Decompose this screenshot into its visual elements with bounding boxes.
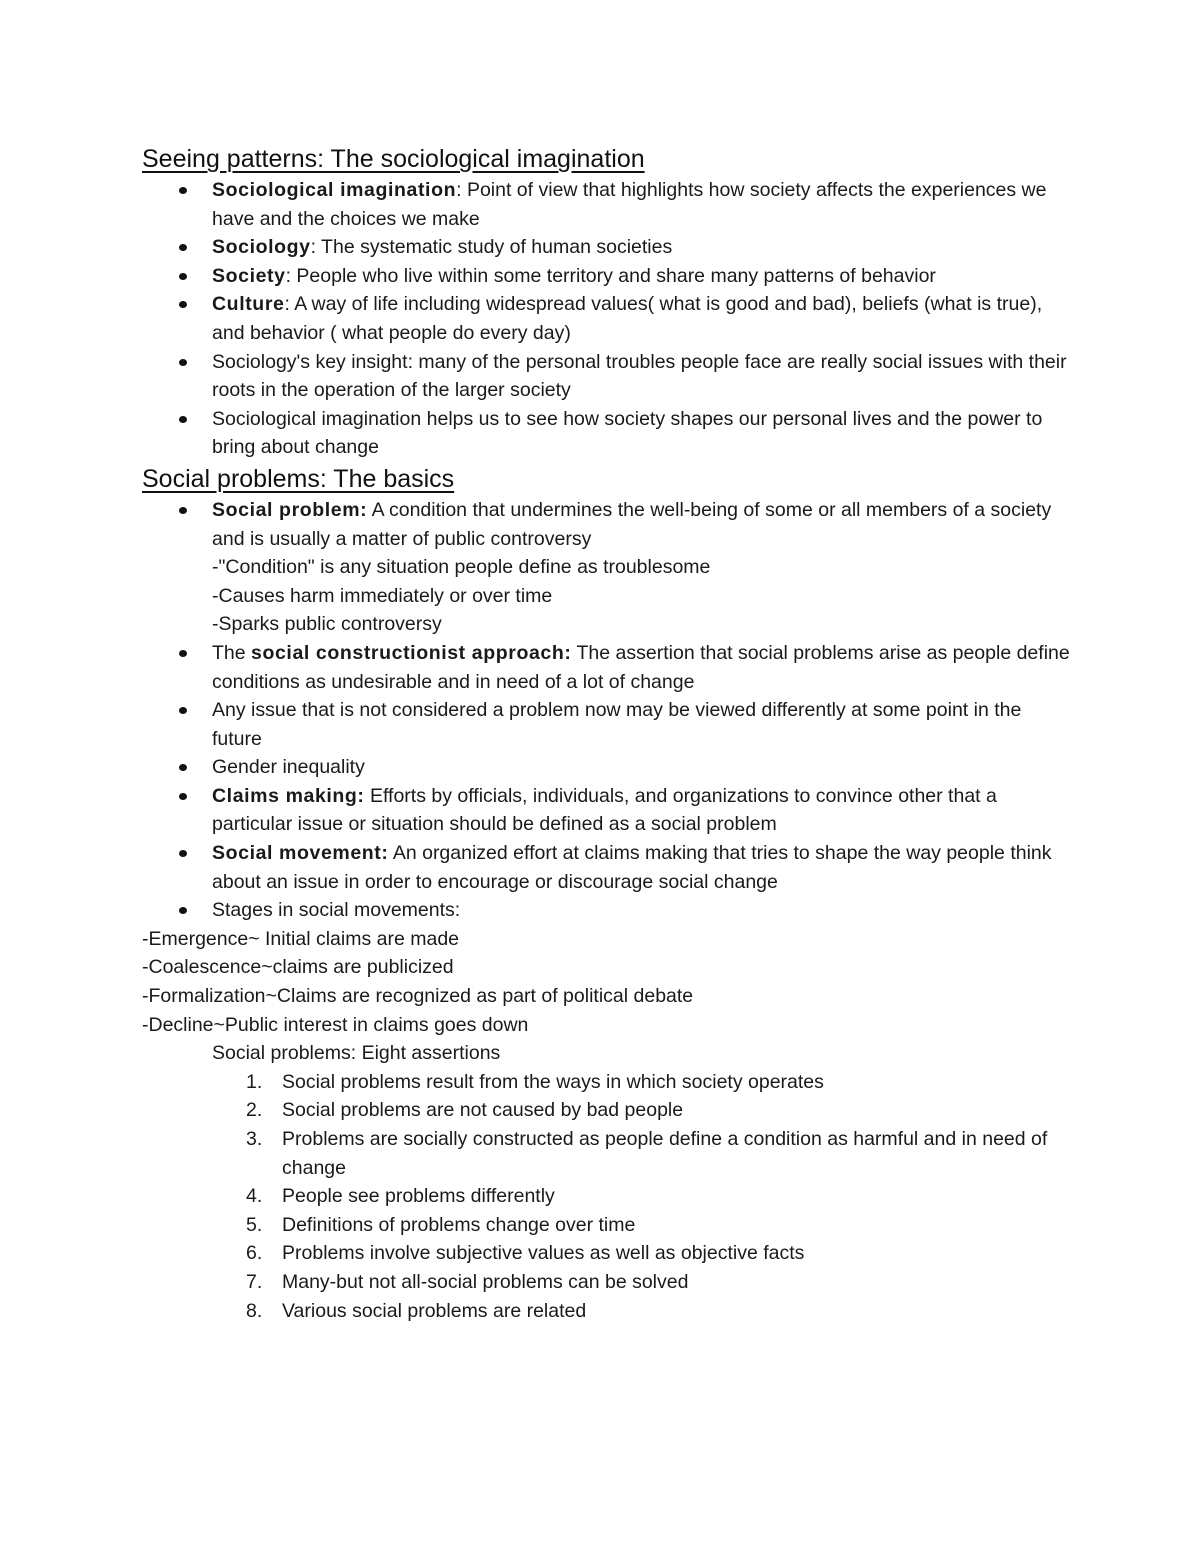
list-item [246, 1182, 1072, 1211]
list-item [212, 233, 1072, 262]
term-label: Society [212, 264, 286, 287]
list-item [212, 639, 1072, 696]
sub-point: -"Condition" is any situation people define as troublesome [212, 556, 711, 579]
list-item [212, 839, 1072, 896]
list-item [212, 782, 1072, 839]
term-label: Sociology [212, 236, 311, 259]
item-number: 6. [246, 1242, 263, 1265]
definition-text: Sociological imagination helps us to see how society shapes our personal lives and the power to bring about change [212, 407, 1043, 459]
list-item [212, 753, 1072, 782]
definition-text: Gender inequality [212, 756, 365, 779]
definition-text: Any issue that is not considered a problem now may be viewed differently at some point in the future [212, 699, 1022, 750]
item-text: Many-but not all-social problems can be solved [282, 1270, 689, 1293]
list-item [246, 1096, 1072, 1125]
item-number: 8. [246, 1299, 263, 1322]
list-item [212, 896, 1072, 925]
list-item [212, 176, 1072, 233]
section-heading-sociological-imagination: Seeing patterns: The sociological imagination [142, 145, 645, 173]
list-item [246, 1268, 1072, 1297]
sub-point: -Causes harm immediately or over time [212, 584, 553, 607]
term-label: Claims making: [212, 784, 365, 807]
definition-text: The assertion that social problems arise as people define conditions as undesirable and in need of a lot of change [212, 641, 1070, 693]
stage-line: -Formalization~Claims are recognized as part of political debate [142, 985, 694, 1008]
item-text: Various social problems are related [282, 1299, 587, 1322]
list-item [212, 696, 1072, 753]
term-label: Social movement: [212, 842, 389, 865]
item-text: People see problems differently [282, 1185, 555, 1208]
item-number: 5. [246, 1213, 263, 1236]
item-text: Social problems are not caused by bad people [282, 1099, 684, 1122]
list-item [246, 1239, 1072, 1268]
item-number: 2. [246, 1099, 263, 1122]
definition-text: An organized effort at claims making that tries to shape the way people think about an issue in order to encourage or discourage social change [212, 842, 1052, 893]
item-text: Social problems result from the ways in which society operates [282, 1070, 824, 1093]
lead-text: The [212, 641, 252, 664]
item-number: 7. [246, 1270, 263, 1293]
definition-text: : A way of life including widespread values( what is good and bad), beliefs (what is true), and behavior ( what people do every day) [212, 293, 1043, 344]
stage-line: -Emergence~ Initial claims are made [142, 927, 460, 950]
assertions-title: Social problems: Eight assertions [212, 1042, 501, 1065]
definition-text: : Point of view that highlights how society affects the experiences we have and the choices we make [212, 179, 1047, 230]
item-text: Problems are socially constructed as people define a condition as harmful and in need of change [282, 1128, 1048, 1179]
item-number: 4. [246, 1185, 263, 1208]
definition-text: A condition that undermines the well-being of some or all members of a society and is usually a matter of public controversy [212, 498, 1052, 550]
list-item [246, 1125, 1072, 1182]
definition-text: Stages in social movements: [212, 899, 461, 922]
item-number: 3. [246, 1128, 263, 1150]
assertions-list [142, 1068, 1072, 1325]
item-text: Problems involve subjective values as well as objective facts [282, 1242, 805, 1265]
definition-text: : The systematic study of human societies [310, 236, 673, 259]
term-label: social constructionist approach: [251, 641, 572, 664]
item-text: Definitions of problems change over time [282, 1213, 636, 1236]
list-item [246, 1068, 1072, 1097]
definition-text: Sociology's key insight: many of the personal troubles people face are really social issues with their roots in the operation of the larger society [212, 350, 1067, 402]
social-problems-list [142, 496, 1072, 925]
list-item [212, 262, 1072, 291]
sociological-imagination-list [142, 176, 1072, 462]
list-item [212, 405, 1072, 462]
list-item [246, 1297, 1072, 1326]
list-item [212, 348, 1072, 405]
document-page [142, 140, 1072, 1325]
list-item [212, 290, 1072, 347]
term-label: Sociological imagination [212, 179, 457, 201]
stage-line: -Coalescence~claims are publicized [142, 956, 454, 979]
term-label: Culture [212, 293, 285, 316]
definition-text: Efforts by officials, individuals, and organizations to convince other that a particular issue or situation should be defined as a social problem [212, 784, 997, 836]
list-item [246, 1211, 1072, 1240]
stage-line: -Decline~Public interest in claims goes down [142, 1013, 529, 1036]
term-label: Social problem: [212, 498, 368, 521]
section-heading-social-problems: Social problems: The basics [142, 464, 455, 493]
definition-text: : People who live within some territory and share many patterns of behavior [285, 264, 936, 287]
item-number: 1. [246, 1070, 263, 1093]
sub-point: -Sparks public controversy [212, 613, 442, 636]
list-item [212, 496, 1072, 639]
